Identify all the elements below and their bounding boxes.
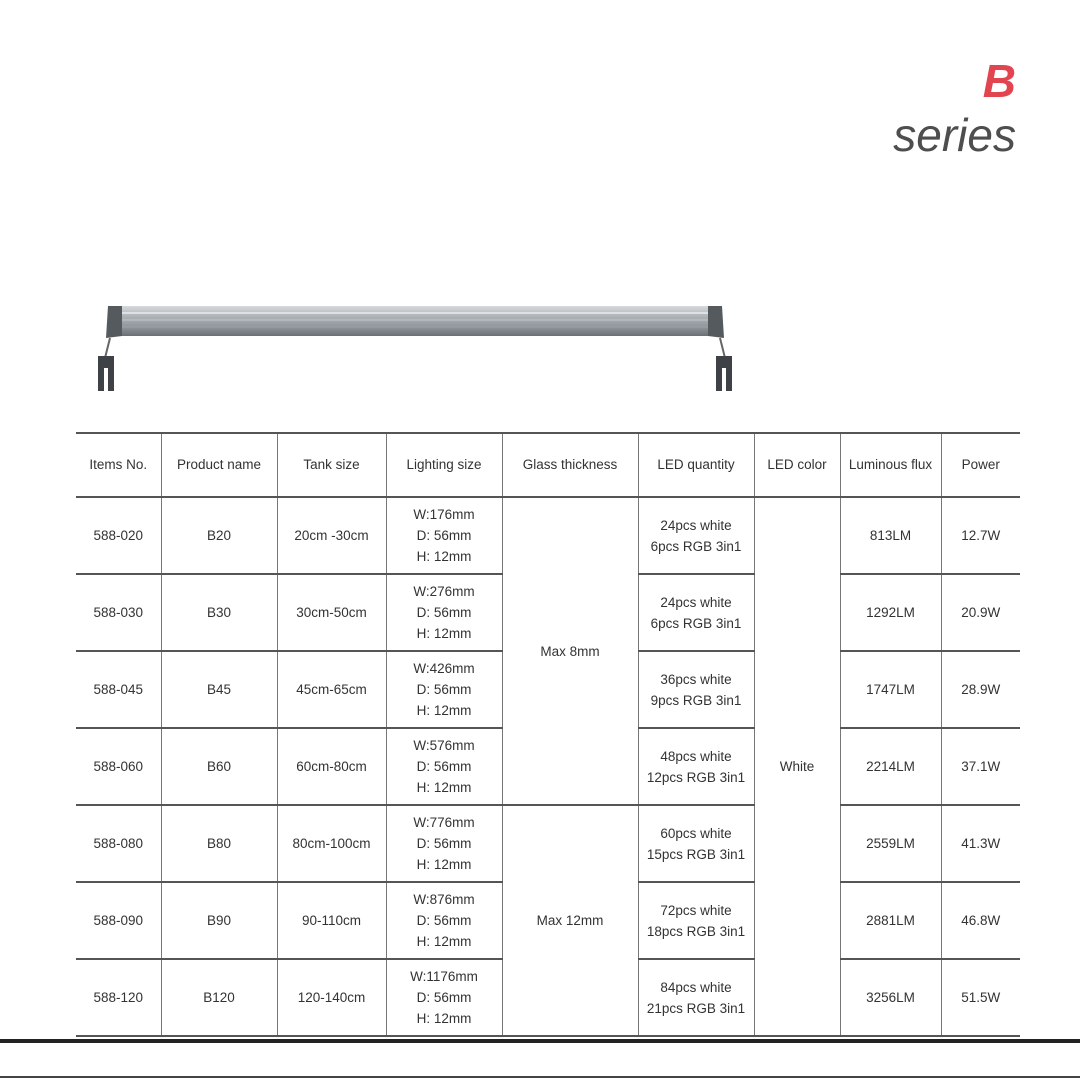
lighting-size [386,497,502,574]
tank-size: 20cm -30cm [277,497,386,574]
led-rgb: 18pcs RGB 3in1 [646,923,746,939]
product-name: B30 [161,574,277,651]
led-rgb: 6pcs RGB 3in1 [650,615,742,631]
product-name: B45 [161,651,277,728]
power: 12.7W [941,497,1020,574]
lighting-size [386,882,502,959]
header-lighting-size: Lighting size [386,433,502,497]
luminous-flux: 1747LM [840,651,941,728]
lighting-width: W:776mm [413,815,475,830]
led-white: 84pcs white [660,979,732,995]
led-color: White [754,497,840,1036]
lighting-height: H: 12mm [416,780,472,795]
led-quantity [638,728,754,805]
table-header-row [76,433,1020,497]
power: 41.3W [941,805,1020,882]
lighting-depth: D: 56mm [416,836,472,851]
luminous-flux: 1292LM [840,574,941,651]
product-name: B120 [161,959,277,1036]
led-white: 24pcs white [660,594,732,610]
lighting-depth: D: 56mm [416,528,472,543]
header-led-color: LED color [754,433,840,497]
led-white: 24pcs white [660,517,732,533]
lighting-height: H: 12mm [416,626,472,641]
product-name: B60 [161,728,277,805]
power: 20.9W [941,574,1020,651]
led-rgb: 15pcs RGB 3in1 [646,846,746,862]
luminous-flux: 813LM [840,497,941,574]
header-glass-thickness: Glass thickness [502,433,638,497]
lighting-width: W:426mm [413,661,475,676]
led-rgb: 9pcs RGB 3in1 [650,692,742,708]
led-quantity [638,805,754,882]
item-no: 588-020 [76,497,161,574]
header-led-quantity: LED quantity [638,433,754,497]
lighting-depth: D: 56mm [416,682,472,697]
led-white: 36pcs white [660,671,732,687]
glass-thickness: Max 12mm [502,805,638,1036]
item-no: 588-045 [76,651,161,728]
led-quantity [638,574,754,651]
tank-size: 45cm-65cm [277,651,386,728]
luminous-flux: 2214LM [840,728,941,805]
tank-size: 80cm-100cm [277,805,386,882]
led-quantity [638,651,754,728]
lighting-height: H: 12mm [416,1011,472,1026]
lighting-width: W:176mm [413,507,475,522]
lighting-height: H: 12mm [416,703,472,718]
bottom-divider [0,1039,1080,1043]
item-no: 588-120 [76,959,161,1036]
spec-table [76,432,1020,1037]
lighting-size [386,574,502,651]
item-no: 588-060 [76,728,161,805]
series-title: series [893,109,1016,161]
lighting-height: H: 12mm [416,549,472,564]
led-quantity [638,959,754,1036]
tank-size: 60cm-80cm [277,728,386,805]
lighting-size [386,805,502,882]
led-rgb: 6pcs RGB 3in1 [650,538,742,554]
power: 37.1W [941,728,1020,805]
lighting-height: H: 12mm [416,857,472,872]
lighting-depth: D: 56mm [416,759,472,774]
header-items-no: Items No. [76,433,161,497]
lighting-depth: D: 56mm [416,913,472,928]
tank-size: 30cm-50cm [277,574,386,651]
glass-thickness: Max 8mm [502,497,638,805]
led-quantity [638,882,754,959]
led-quantity [638,497,754,574]
bottom-divider-thin [0,1076,1080,1078]
item-no: 588-030 [76,574,161,651]
tank-size: 90-110cm [277,882,386,959]
led-rgb: 21pcs RGB 3in1 [646,1000,746,1016]
lighting-size [386,728,502,805]
lighting-width: W:876mm [413,892,475,907]
lighting-size [386,959,502,1036]
lighting-width: W:576mm [413,738,475,753]
power: 51.5W [941,959,1020,1036]
table-row [76,497,1020,574]
lighting-width: W:1176mm [410,969,478,984]
luminous-flux: 2559LM [840,805,941,882]
power: 28.9W [941,651,1020,728]
product-name: B80 [161,805,277,882]
led-white: 72pcs white [660,902,732,918]
led-rgb: 12pcs RGB 3in1 [646,769,746,785]
lighting-depth: D: 56mm [416,990,472,1005]
header-tank-size: Tank size [277,433,386,497]
tank-size: 120-140cm [277,959,386,1036]
luminous-flux: 3256LM [840,959,941,1036]
series-letter: B [982,55,1016,107]
table-row [76,805,1020,882]
power: 46.8W [941,882,1020,959]
header-product-name: Product name [161,433,277,497]
item-no: 588-090 [76,882,161,959]
header-power: Power [941,433,1020,497]
lighting-depth: D: 56mm [416,605,472,620]
led-white: 60pcs white [660,825,732,841]
product-name: B90 [161,882,277,959]
lighting-width: W:276mm [413,584,475,599]
led-white: 48pcs white [660,748,732,764]
led-light-bar-image [92,296,742,396]
header-luminous-flux: Luminous flux [840,433,941,497]
lighting-size [386,651,502,728]
item-no: 588-080 [76,805,161,882]
lighting-height: H: 12mm [416,934,472,949]
product-name: B20 [161,497,277,574]
luminous-flux: 2881LM [840,882,941,959]
